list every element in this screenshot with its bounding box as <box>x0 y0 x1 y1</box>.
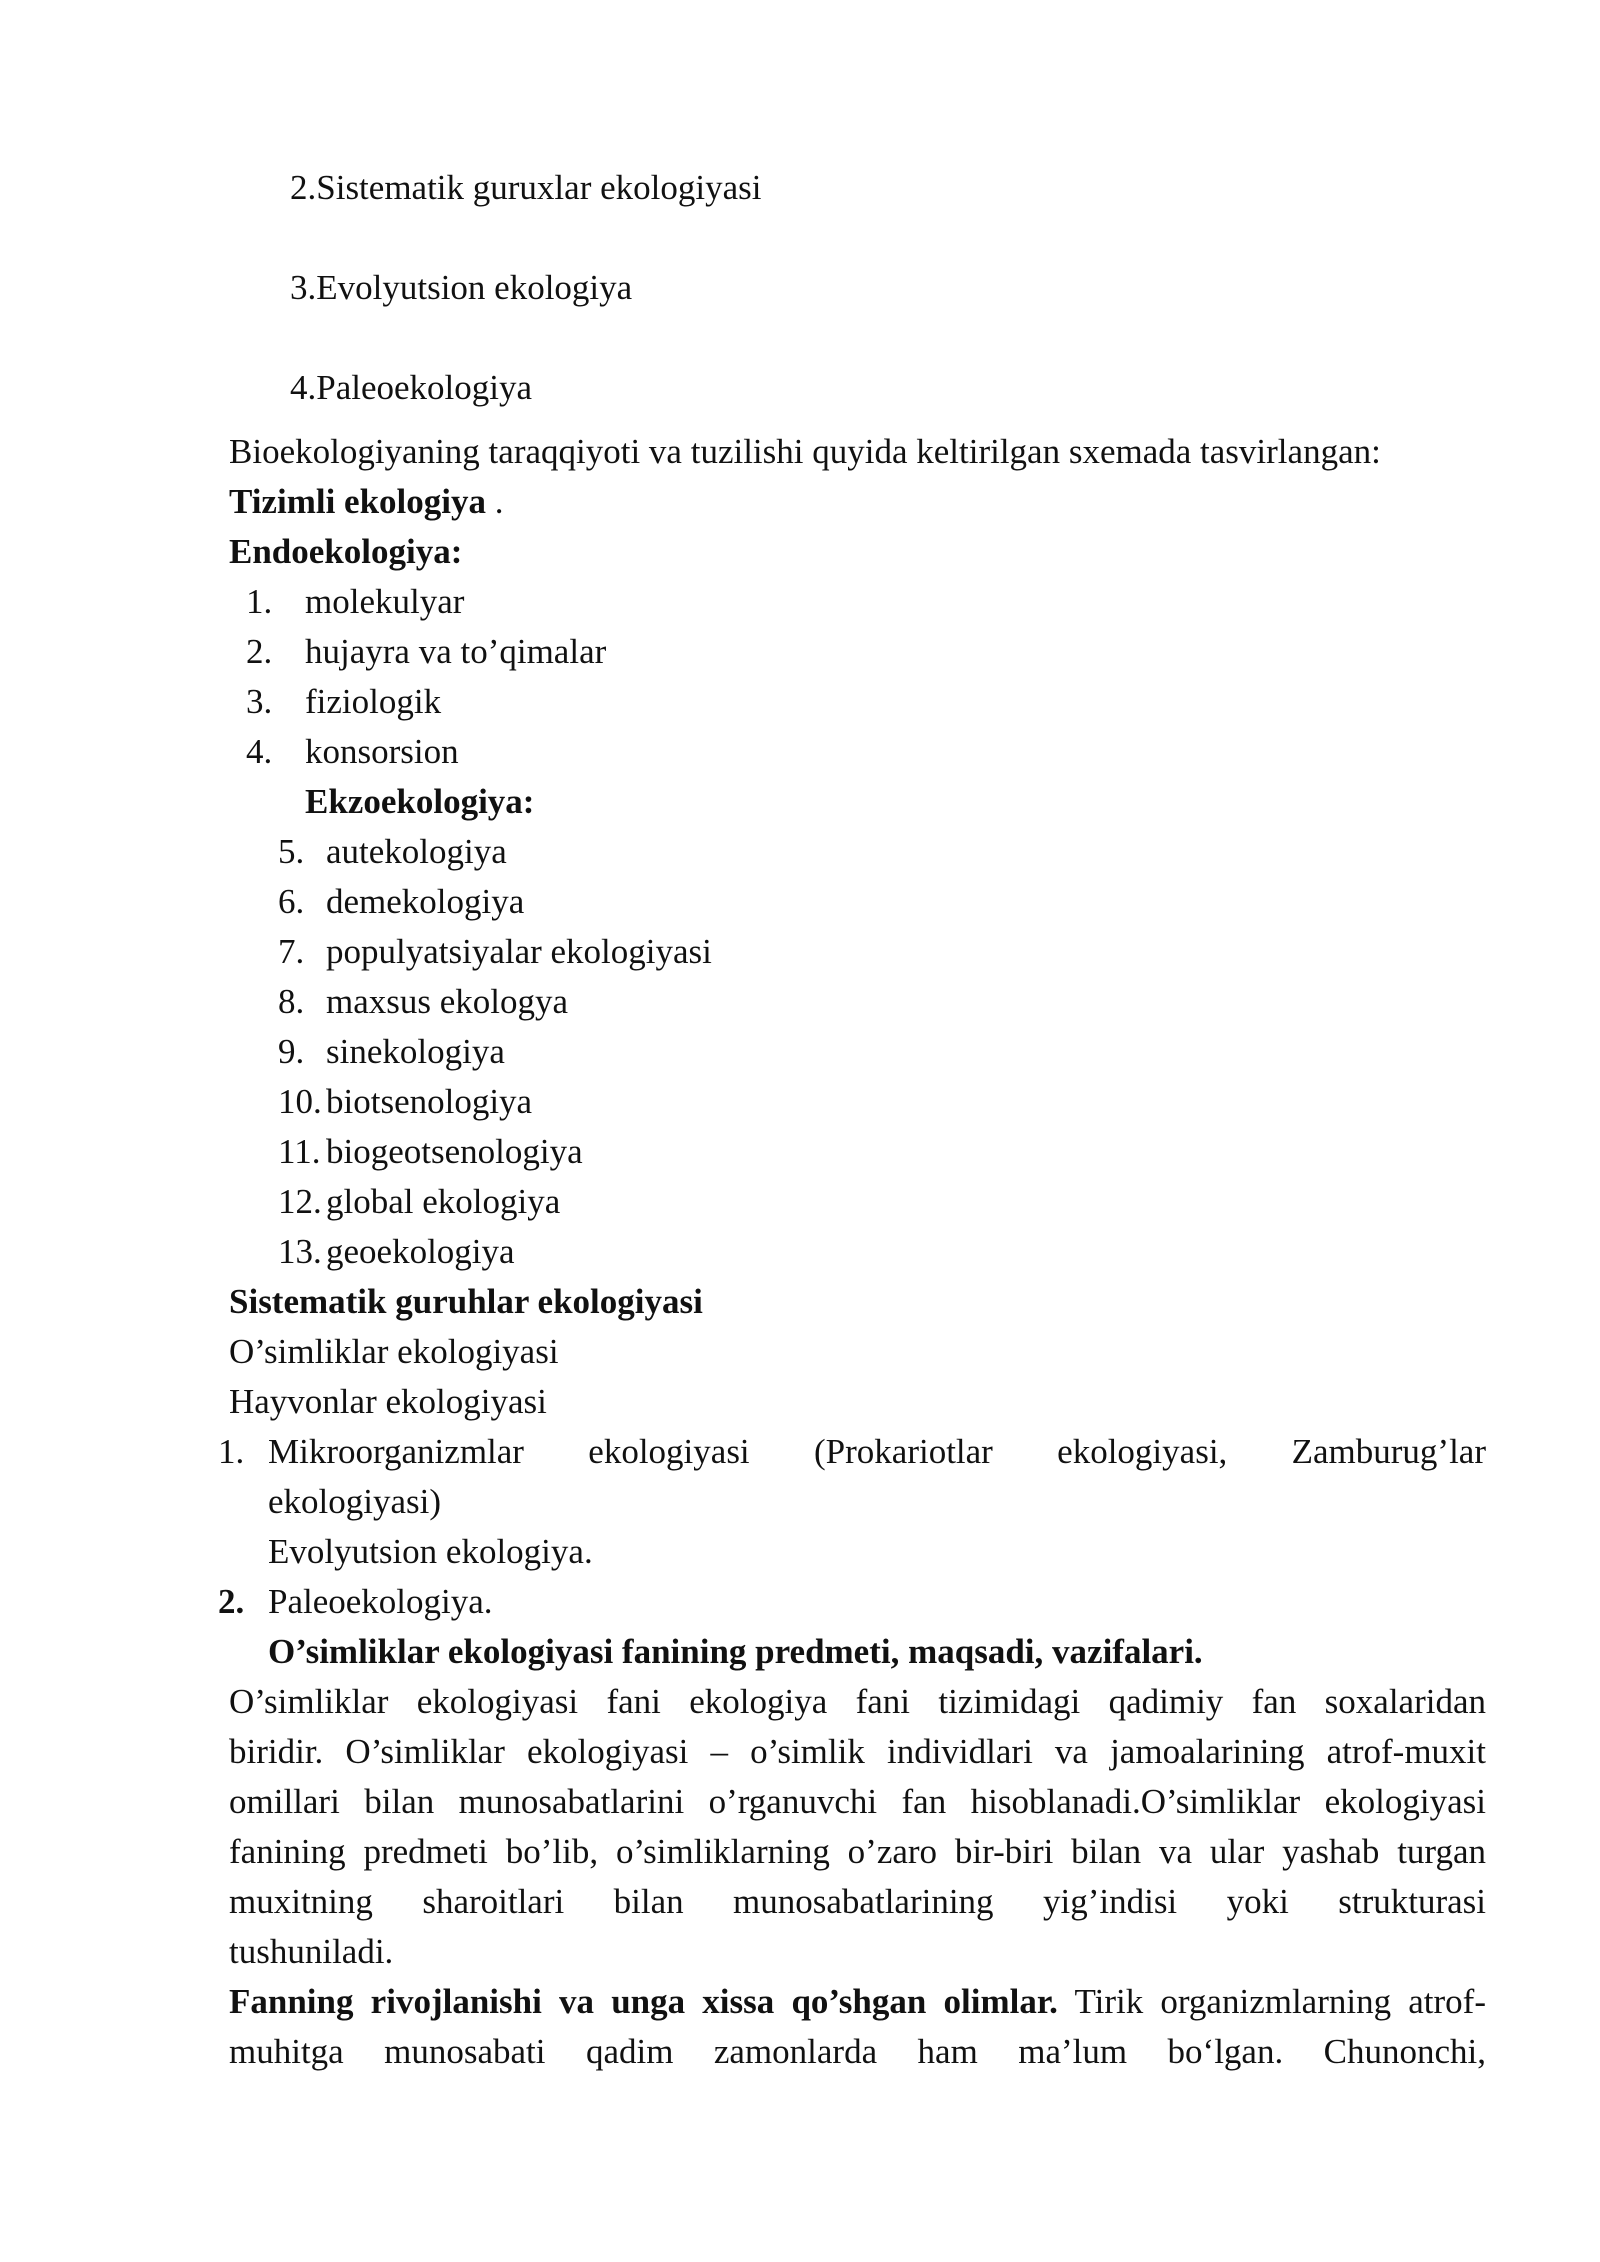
ekzo-item-number: 7. <box>278 932 305 971</box>
paragraph-predmet <box>229 1677 1486 1977</box>
ekzo-item-number: 10. <box>278 1082 322 1121</box>
sistematik-item-number: 2. <box>218 1582 245 1621</box>
endo-heading: Endoekologiya: <box>229 532 463 571</box>
paragraph-line: omillari bilan munosabatlarini o’rganuvchi fan hisoblanadi.O’simliklar ekologiyasi <box>229 1782 1486 1821</box>
sistematik-item-number: 1. <box>218 1432 245 1471</box>
endo-item-number: 1. <box>246 582 273 621</box>
endo-item-text: molekulyar <box>305 582 465 621</box>
endo-item-number: 2. <box>246 632 273 671</box>
paragraph-line: muxitning sharoitlari bilan munosabatlarining yig’indisi yoki strukturasi <box>229 1882 1486 1921</box>
ekzo-item-text: geoekologiya <box>326 1232 515 1271</box>
ekzo-item-text: sinekologiya <box>326 1032 505 1071</box>
endo-item-number: 4. <box>246 732 273 771</box>
paragraph-rivojlanish <box>229 1977 1486 2077</box>
mikro-line-1-text: Mikroorganizmlar ekologiyasi (Prokariotlar ekologiyasi, Zamburug’lar <box>268 1432 1486 1471</box>
evolyutsion-line: Evolyutsion ekologiya. <box>268 1532 593 1571</box>
top-list-item-3: 3.Evolyutsion ekologiya <box>290 268 633 307</box>
tizimli-heading <box>229 477 504 527</box>
sistematik-heading: Sistematik guruhlar ekologiyasi <box>229 1282 703 1321</box>
endo-item-text: hujayra va to’qimalar <box>305 632 607 671</box>
ekzo-item-text: maxsus ekologya <box>326 982 569 1021</box>
paragraph-line: fanining predmeti bo’lib, o’simliklarning o’zaro bir-biri bilan va ular yashab turgan <box>229 1832 1486 1871</box>
paragraph-line: muhitga munosabati qadim zamonlarda ham ma’lum bo‘lgan. Chunonchi, <box>229 2032 1486 2071</box>
ekzo-item-text: populyatsiyalar ekologiyasi <box>326 932 712 971</box>
intro-text: Bioekologiyaning taraqqiyoti va tuzilishi quyida keltirilgan sxemada tasvirlangan: <box>229 432 1381 471</box>
ekzo-item-number: 5. <box>278 832 305 871</box>
mikro-line-1 <box>268 1427 1486 1477</box>
paragraph-line: tushuniladi. <box>229 1932 394 1971</box>
ekzo-item-text: demekologiya <box>326 882 525 921</box>
paragraph-line <box>229 1977 1486 2027</box>
ekzo-item-text: biotsenologiya <box>326 1082 533 1121</box>
paragraph-line: O’simliklar ekologiyasi fani ekologiya fani tizimidagi qadimiy fan soxalaridan <box>229 1682 1486 1721</box>
paleo-line: Paleoekologiya. <box>268 1582 493 1621</box>
predmet-heading: O’simliklar ekologiyasi fanining predmeti, maqsadi, vazifalari. <box>268 1632 1203 1671</box>
rivojlanish-tail: Tirik organizmlarning atrof- <box>1057 1982 1486 2021</box>
endo-item-text: fiziologik <box>305 682 442 721</box>
ekzo-item-number: 9. <box>278 1032 305 1071</box>
ekzo-item-number: 13. <box>278 1232 322 1271</box>
ekzo-item-text: biogeotsenologiya <box>326 1132 583 1171</box>
ekzo-heading: Ekzoekologiya: <box>305 782 535 821</box>
ekzo-item-text: autekologiya <box>326 832 507 871</box>
ekzo-item-text: global ekologiya <box>326 1182 561 1221</box>
top-list-item-4: 4.Paleoekologiya <box>290 368 533 407</box>
rivojlanish-bold: Fanning rivojlanishi va unga xissa qo’shgan olimlar. <box>229 1982 1058 2021</box>
hayvonlar-line: Hayvonlar ekologiyasi <box>229 1382 547 1421</box>
endo-item-number: 3. <box>246 682 273 721</box>
endo-item-text: konsorsion <box>305 732 459 771</box>
ekzo-item-number: 11. <box>278 1132 321 1171</box>
tizimli-tail: . <box>486 482 504 521</box>
ekzo-item-number: 12. <box>278 1182 322 1221</box>
ekzo-item-number: 8. <box>278 982 305 1021</box>
paragraph-line: biridir. O’simliklar ekologiyasi – o’simlik individlari va jamoalarining atrof-muxit <box>229 1732 1486 1771</box>
top-list-item-2: 2.Sistematik guruxlar ekologiyasi <box>290 168 762 207</box>
mikro-line-2: ekologiyasi) <box>268 1482 442 1521</box>
ekzo-item-number: 6. <box>278 882 305 921</box>
osimliklar-line: O’simliklar ekologiyasi <box>229 1332 559 1371</box>
tizimli-bold: Tizimli ekologiya <box>229 482 486 521</box>
